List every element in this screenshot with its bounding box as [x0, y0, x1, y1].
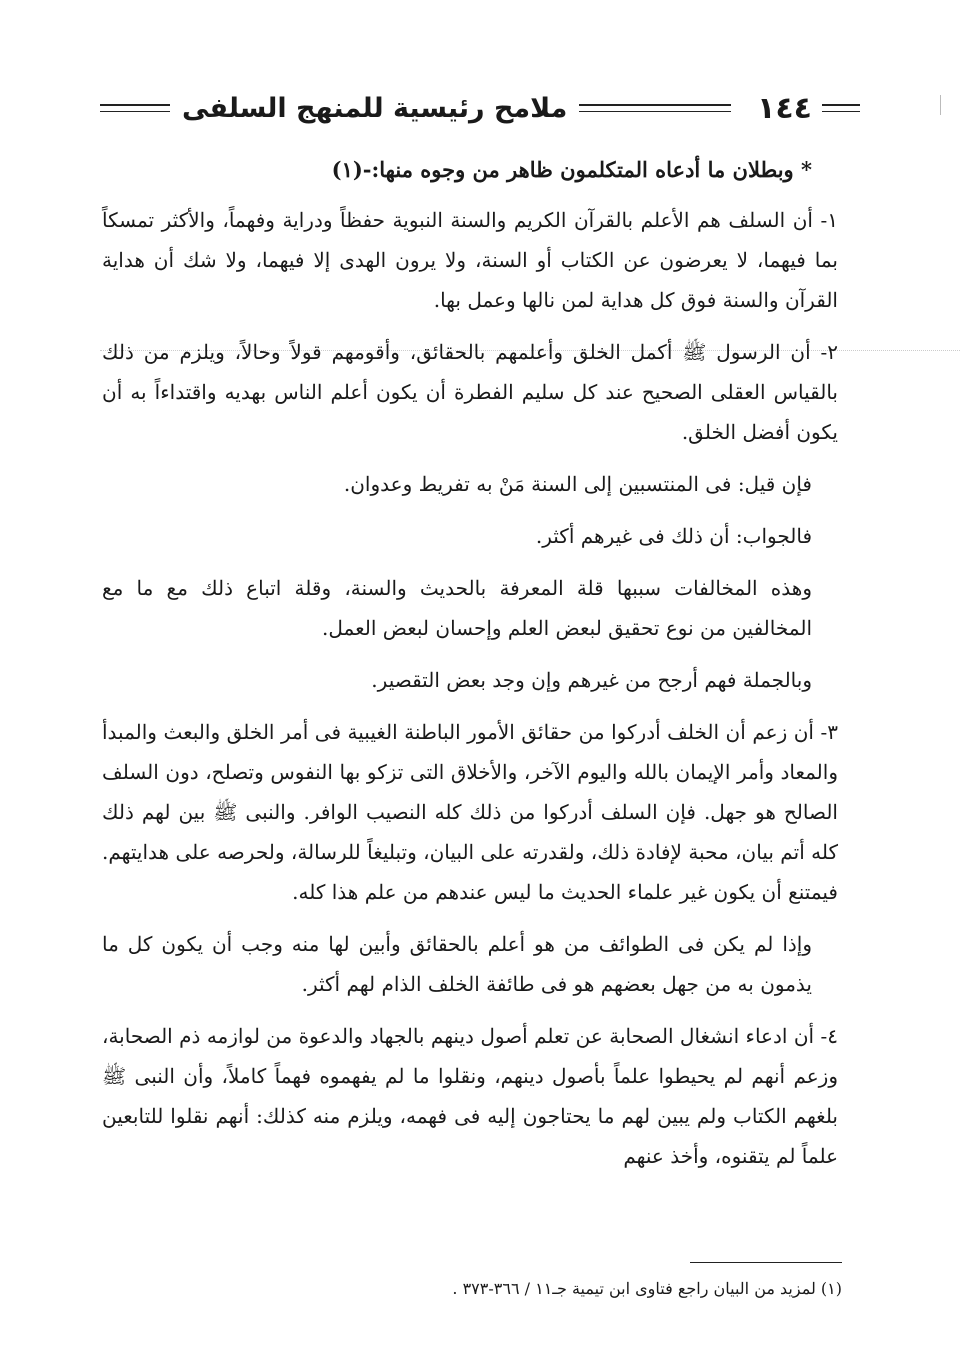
- lead-statement: * وبطلان ما أدعاه المتكلمون ظاهر من وجوه منها:-(١): [331, 157, 812, 182]
- paragraph-3: وهذه المخالفات سببها قلة المعرفة بالحديث والسنة، وقلة اتباع ذلك مع ما مع المخالفين من نوع تحقيق لبعض العلم وإحسان لبعض العمل.: [102, 576, 812, 640]
- paragraph-4: وبالجملة فهم أرجح من غيرهم وإن وجد بعض التقصير.: [371, 668, 812, 692]
- page-header: [100, 88, 860, 128]
- running-title: ملامح رئيسية للمنهج السلفى: [182, 92, 568, 124]
- paragraph-5: ٣- أن زعم أن الخلف أدركوا من حقائق الأمور الباطنة الغيبية فى أمر الخلق والبعث والمبدأ والمعاد وأمر الإيمان بالله واليوم الآخر، والأخلاق التى تزكو بها النفوس وتصلح، دون السلف الصالح هو جهل. فإن السلف أدركوا من ذلك كله النصيب الوافر. والنبى ﷺ بين لهم ذلك كله أتم بيان، محبة لإفادة ذلك، ولقدرته على البيان، وتبليغاً للرسالة، ولحرصه على هدايتهم. فيمتنع أن يكون غير علماء الحديث ما ليس عندهم من علم هذا كله.: [102, 720, 838, 904]
- paragraph-answer: فالجواب: أن ذلك فى غيرهم أكثر.: [535, 524, 812, 548]
- page-number: ١٤٤: [757, 90, 812, 126]
- scan-tick: [940, 95, 941, 115]
- footnote: (١) لمزيد من البيان راجع فتاوى ابن تيمية جـ١١ / ٣٦٦-٣٧٣ .: [452, 1279, 842, 1298]
- header-rule-middle: [579, 104, 731, 112]
- paragraph-objection: فإن قيل: فى المنتسبين إلى السنة مَنْ به تفريط وعدوان.: [343, 472, 812, 496]
- paragraph-2: ٢- أن الرسول ﷺ أكمل الخلق وأعلمهم بالحقائق، وأقومهم قولاً وحالاً، ويلزم من ذلك بالقياس العقلى الصحيح عند كل سليم الفطرة أن يكون أعلم الناس بهديه واقتداءاً به أن يكون أفضل الخلق.: [102, 340, 838, 444]
- paragraph-7: ٤- أن ادعاء انشغال الصحابة عن تعلم أصول دينهم بالجهاد والدعوة من لوازمه ذم الصحابة، وزعم أنهم لم يحيطوا علماً بأصول دينهم، ونقلوا ما لم يفهموه فهماً كاملاً، وأن النبى ﷺ بلغهم الكتاب ولم يبين لهم ما يحتاجون إليه فى فهمه، ويلزم منه كذلك: أنهم نقلوا للتابعين علماً لم يتقنوه، وأخذ عنهم: [102, 1024, 839, 1168]
- paragraph-1: ١- أن السلف هم الأعلم بالقرآن الكريم والسنة النبوية حفظاً ودراية وفهماً، والأكثر تمسكاً بما فيهما، لا يعرضون عن الكتاب أو السنة، ولا يرون الهدى إلا فيهما، ولا شك أن هداية القرآن والسنة فوق كل هداية لمن نالها وعمل بها.: [102, 208, 838, 312]
- header-rule-left: [100, 104, 170, 112]
- paragraph-6: وإذا لم يكن فى الطوائف من هو أعلم بالحقائق وأبين لها منه وجب أن يكون كل ما يذمون به من جهل بعضهم هو فى طائفة الخلف الذام لهم أكثر.: [102, 932, 812, 996]
- body-text: [102, 150, 838, 1188]
- footnote-separator: [690, 1262, 842, 1263]
- header-rule-right: [822, 104, 860, 112]
